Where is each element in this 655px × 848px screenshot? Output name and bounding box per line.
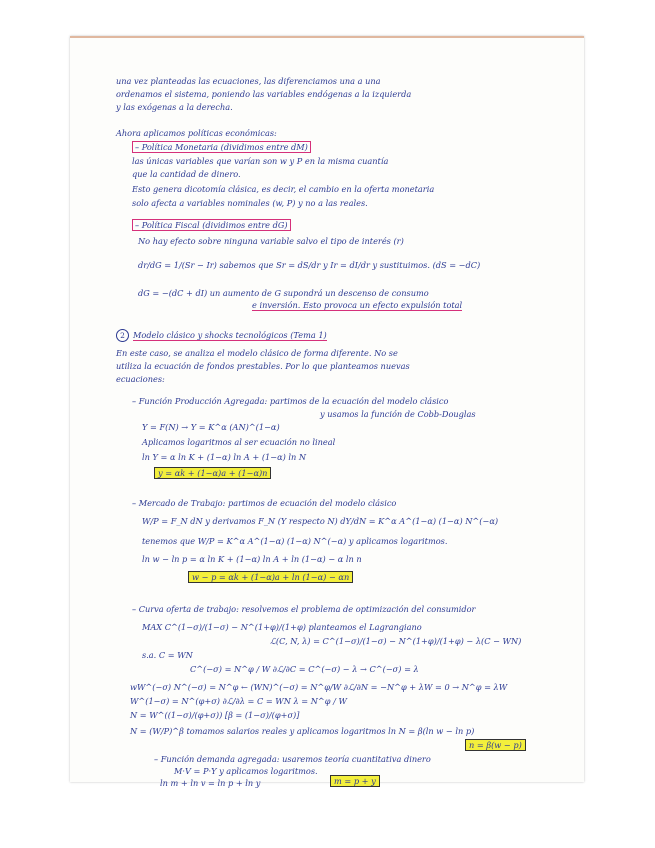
formula-line: M·V = P·Y y aplicamos logaritmos. [174, 766, 318, 776]
text-line: que la cantidad de dinero. [132, 169, 241, 179]
text-line: solo afecta a variables nominales (w, P) y no a las reales. [132, 198, 368, 208]
formula-line: MAX C^(1−σ)/(1−σ) − N^(1+φ)/(1+φ) planteamos el Lagrangiano [142, 622, 422, 632]
text-line: e inversión. Esto provoca un efecto expulsión total [252, 300, 463, 310]
result-box: n = β(w − p) [465, 740, 526, 751]
formula-line: ln m + ln v = ln p + ln y [160, 778, 261, 788]
heading-oferta-trabajo: – Curva oferta de trabajo: resolvemos el problema de optimización del consumidor [132, 604, 476, 614]
formula-line: N = W^((1−σ)/(φ+σ)) [β = (1−σ)/(φ+σ)] [130, 710, 300, 720]
formula-line: C^(−σ) = N^φ / W ∂ℒ/∂C = C^(−σ) − λ → C^(−σ) = λ [190, 664, 419, 674]
result-box: y = αk + (1−α)a + (1−α)n [154, 468, 271, 479]
text-line: Ahora aplicamos políticas económicas: [116, 128, 277, 138]
text-line: En este caso, se analiza el modelo clásico de forma diferente. No se [116, 348, 398, 358]
text-line: utiliza la ecuación de fondos prestables. Por lo que planteamos nuevas [116, 361, 410, 371]
text-line: una vez planteadas las ecuaciones, las diferenciamos una a una [116, 76, 381, 86]
text-line: dG = −(dC + dI) un aumento de G supondrá un descenso de consumo [138, 288, 429, 298]
formula-line: N = (W/P)^β tomamos salarios reales y aplicamos logaritmos ln N = β(ln w − ln p) [130, 726, 475, 736]
heading-politica-monetaria: – Política Monetaria (dividimos entre dM) [132, 142, 311, 153]
text-line: Aplicamos logaritmos al ser ecuación no lineal [142, 437, 336, 447]
heading-funcion-produccion: – Función Producción Agregada: partimos de la ecuación del modelo clásico [132, 396, 449, 406]
formula-line: ln Y = α ln K + (1−α) ln A + (1−α) ln N [142, 452, 307, 462]
formula-line: s.a. C = WN [142, 650, 193, 660]
text-line: y las exógenas a la derecha. [116, 102, 233, 112]
text-line: ordenamos el sistema, poniendo las variables endógenas a la izquierda [116, 89, 412, 99]
section-heading: 2 Modelo clásico y shocks tecnológicos (Tema 1) [116, 329, 327, 342]
text-line: Esto genera dicotomía clásica, es decir, el cambio en la oferta monetaria [132, 184, 435, 194]
heading-politica-fiscal: – Política Fiscal (dividimos entre dG) [132, 220, 291, 231]
text-line: las únicas variables que varían son w y P en la misma cuantía [132, 156, 389, 166]
formula-line: ℒ(C, N, λ) = C^(1−σ)/(1−σ) − N^(1+φ)/(1+φ) − λ(C − WN) [270, 636, 522, 646]
text-line: No hay efecto sobre ninguna variable salvo el tipo de interés (r) [138, 236, 404, 246]
formula-line: dr/dG = 1/(Sr − Ir) sabemos que Sr = dS/dr y Ir = dI/dr y sustituimos. (dS = −dC) [138, 260, 481, 270]
formula-line: tenemos que W/P = K^α A^(1−α) (1−α) N^(−α) y aplicamos logaritmos. [142, 536, 448, 546]
formula-line: W/P = F_N dN y derivamos F_N (Y respecto N) dY/dN = K^α A^(1−α) (1−α) N^(−α) [142, 516, 499, 526]
heading-demanda-agregada: – Función demanda agregada: usaremos teoría cuantitativa dinero [154, 754, 431, 764]
formula-line: wW^(−σ) N^(−σ) = N^φ ← (WN)^(−σ) = N^φ/W ∂ℒ/∂N = −N^φ + λW = 0 → N^φ = λW [130, 682, 508, 692]
notebook-page [70, 36, 584, 788]
formula-line: W^(1−σ) = N^(φ+σ) ∂ℒ/∂λ = C = WN λ = N^φ / W [130, 696, 347, 706]
result-box: w − p = αk + (1−α)a + ln (1−α) − αn [188, 572, 353, 583]
text-line: ecuaciones: [116, 374, 165, 384]
heading-mercado-trabajo: – Mercado de Trabajo: partimos de ecuación del modelo clásico [132, 498, 397, 508]
text-line: y usamos la función de Cobb-Douglas [320, 409, 476, 419]
formula-line: ln w − ln p = α ln K + (1−α) ln A + ln (1−α) − α ln n [142, 554, 362, 564]
formula-line: Y = F(N) → Y = K^α (AN)^(1−α) [142, 422, 280, 432]
result-box: m = p + y [330, 776, 380, 787]
